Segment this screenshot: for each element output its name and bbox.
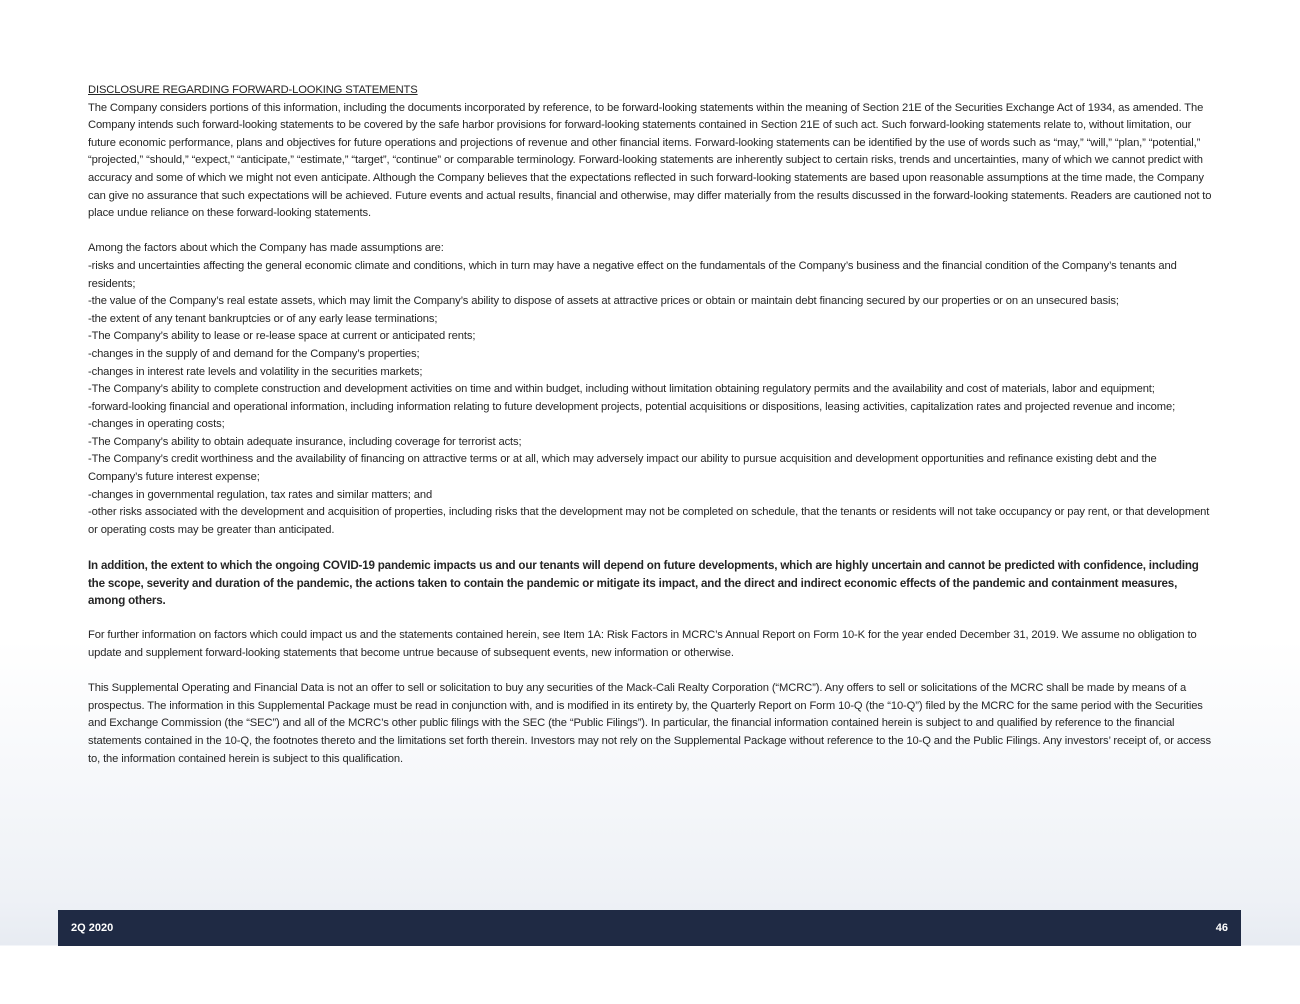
list-item: -other risks associated with the development and acquisition of properties, including risks that the development may not be completed on schedule, that the tenants or residents will not take occupancy or pay rent, or that development or operating costs may be greater than anticipated. bbox=[88, 506, 1210, 536]
factors-list bbox=[88, 258, 1213, 540]
disclosure-content bbox=[88, 82, 1213, 768]
list-item: -The Company’s ability to complete construction and development activities on time and within budget, including without limitation obtaining regulatory permits and the availability and cost of materials, labor and equipment; bbox=[88, 383, 1155, 396]
list-item: -changes in interest rate levels and volatility in the securities markets; bbox=[88, 365, 423, 378]
list-item: -changes in the supply of and demand for the Company’s properties; bbox=[88, 347, 420, 360]
supplemental-paragraph: This Supplemental Operating and Financial Data is not an offer to sell or solicitation to buy any securities of the Mack-Cali Realty Corporation (“MCRC”). Any offers to sell or solicitations of the MCRC shall be made by means of a prospectus. The information in this Supplemental Package must be read in conjunction with, and is modified in its entirety by, the Quarterly Report on Form 10-Q (the “10-Q”) filed by the MCRC for the same period with the Securities and Exchange Commission (the “SEC”) and all of the MCRC’s other public filings with the SEC (the “Public Filings”). In particular, the financial information contained herein is subject to and qualified by reference to the financial statements contained in the 10-Q, the footnotes thereto and the limitations set forth therein. Investors may not rely on the Supplemental Package without reference to the 10-Q and the Public Filings. Any investors’ receipt of, or access to, the information contained herein is subject to this qualification. bbox=[88, 682, 1211, 765]
list-item: -the value of the Company’s real estate assets, which may limit the Company’s ability to dispose of assets at attractive prices or obtain or maintain debt financing secured by our properties or on an unsecured basis; bbox=[88, 295, 1119, 308]
list-item: -risks and uncertainties affecting the general economic climate and conditions, which in turn may have a negative effect on the fundamentals of the Company’s business and the financial condition of the Company’s tenants and residents; bbox=[88, 259, 1177, 290]
list-item: -changes in governmental regulation, tax rates and similar matters; and bbox=[88, 488, 433, 501]
further-info-paragraph: For further information on factors which could impact us and the statements contained herein, see Item 1A: Risk Factors in MCRC’s Annual Report on Form 10-K for the year ended December 31, 2019. We assume no obligation to update and supplement forward-looking statements that become untrue because of subsequent events, new information or otherwise. bbox=[88, 629, 1197, 659]
section-heading: DISCLOSURE REGARDING FORWARD-LOOKING STATEMENTS bbox=[88, 84, 418, 96]
list-item: -changes in operating costs; bbox=[88, 418, 225, 431]
footer-period: 2Q 2020 bbox=[71, 922, 114, 934]
list-item: -The Company’s ability to lease or re-lease space at current or anticipated rents; bbox=[88, 330, 476, 343]
factors-intro: Among the factors about which the Company has made assumptions are: bbox=[88, 242, 444, 255]
covid-paragraph: In addition, the extent to which the ongoing COVID-19 pandemic impacts us and our tenants will depend on future developments, which are highly uncertain and cannot be predicted with confidence, including the scope, severity and duration of the pandemic, the actions taken to contain the pandemic or mitigate its impact, and the direct and indirect economic effects of the pandemic and containment measures, among others. bbox=[88, 559, 1199, 608]
footer-bar bbox=[58, 910, 1241, 946]
list-item: -The Company’s credit worthiness and the availability of financing on attractive terms or at all, which may adversely impact our ability to pursue acquisition and development opportunities and refinance existing debt and the Company’s future interest expense; bbox=[88, 453, 1157, 484]
page-number: 46 bbox=[1215, 922, 1228, 934]
list-item: -the extent of any tenant bankruptcies or of any early lease terminations; bbox=[88, 312, 438, 325]
list-item: -forward-looking financial and operational information, including information relating to future development projects, potential acquisitions or dispositions, leasing activities, capitalization rates and projected revenue and income; bbox=[88, 400, 1176, 413]
intro-paragraph: The Company considers portions of this information, including the documents incorporated by reference, to be forward-looking statements within the meaning of Section 21E of the Securities Exchange Act of 1934, as amended. The Company intends such forward-looking statements to be covered by the safe harbor provisions for forward-looking statements contained in Section 21E of such act. Such forward-looking statements relate to, without limitation, our future economic performance, plans and objectives for future operations and projections of revenue and other financial items. Forward-looking statements can be identified by the use of words such as “may,” “will,” “plan,” “potential,” “projected,” “should,” “expect,” “anticipate,” “estimate,” “target”, “continue” or comparable terminology. Forward-looking statements are inherently subject to certain risks, trends and uncertainties, many of which we cannot predict with accuracy and some of which we might not even anticipate. Although the Company believes that the expectations reflected in such forward-looking statements are based upon reasonable assumptions at the time made, the Company can give no assurance that such expectations will be achieved. Future events and actual results, financial and otherwise, may differ materially from the results discussed in the forward-looking statements. Readers are cautioned not to place undue reliance on these forward-looking statements. bbox=[88, 101, 1212, 220]
list-item: -The Company’s ability to obtain adequate insurance, including coverage for terrorist acts; bbox=[88, 435, 522, 448]
